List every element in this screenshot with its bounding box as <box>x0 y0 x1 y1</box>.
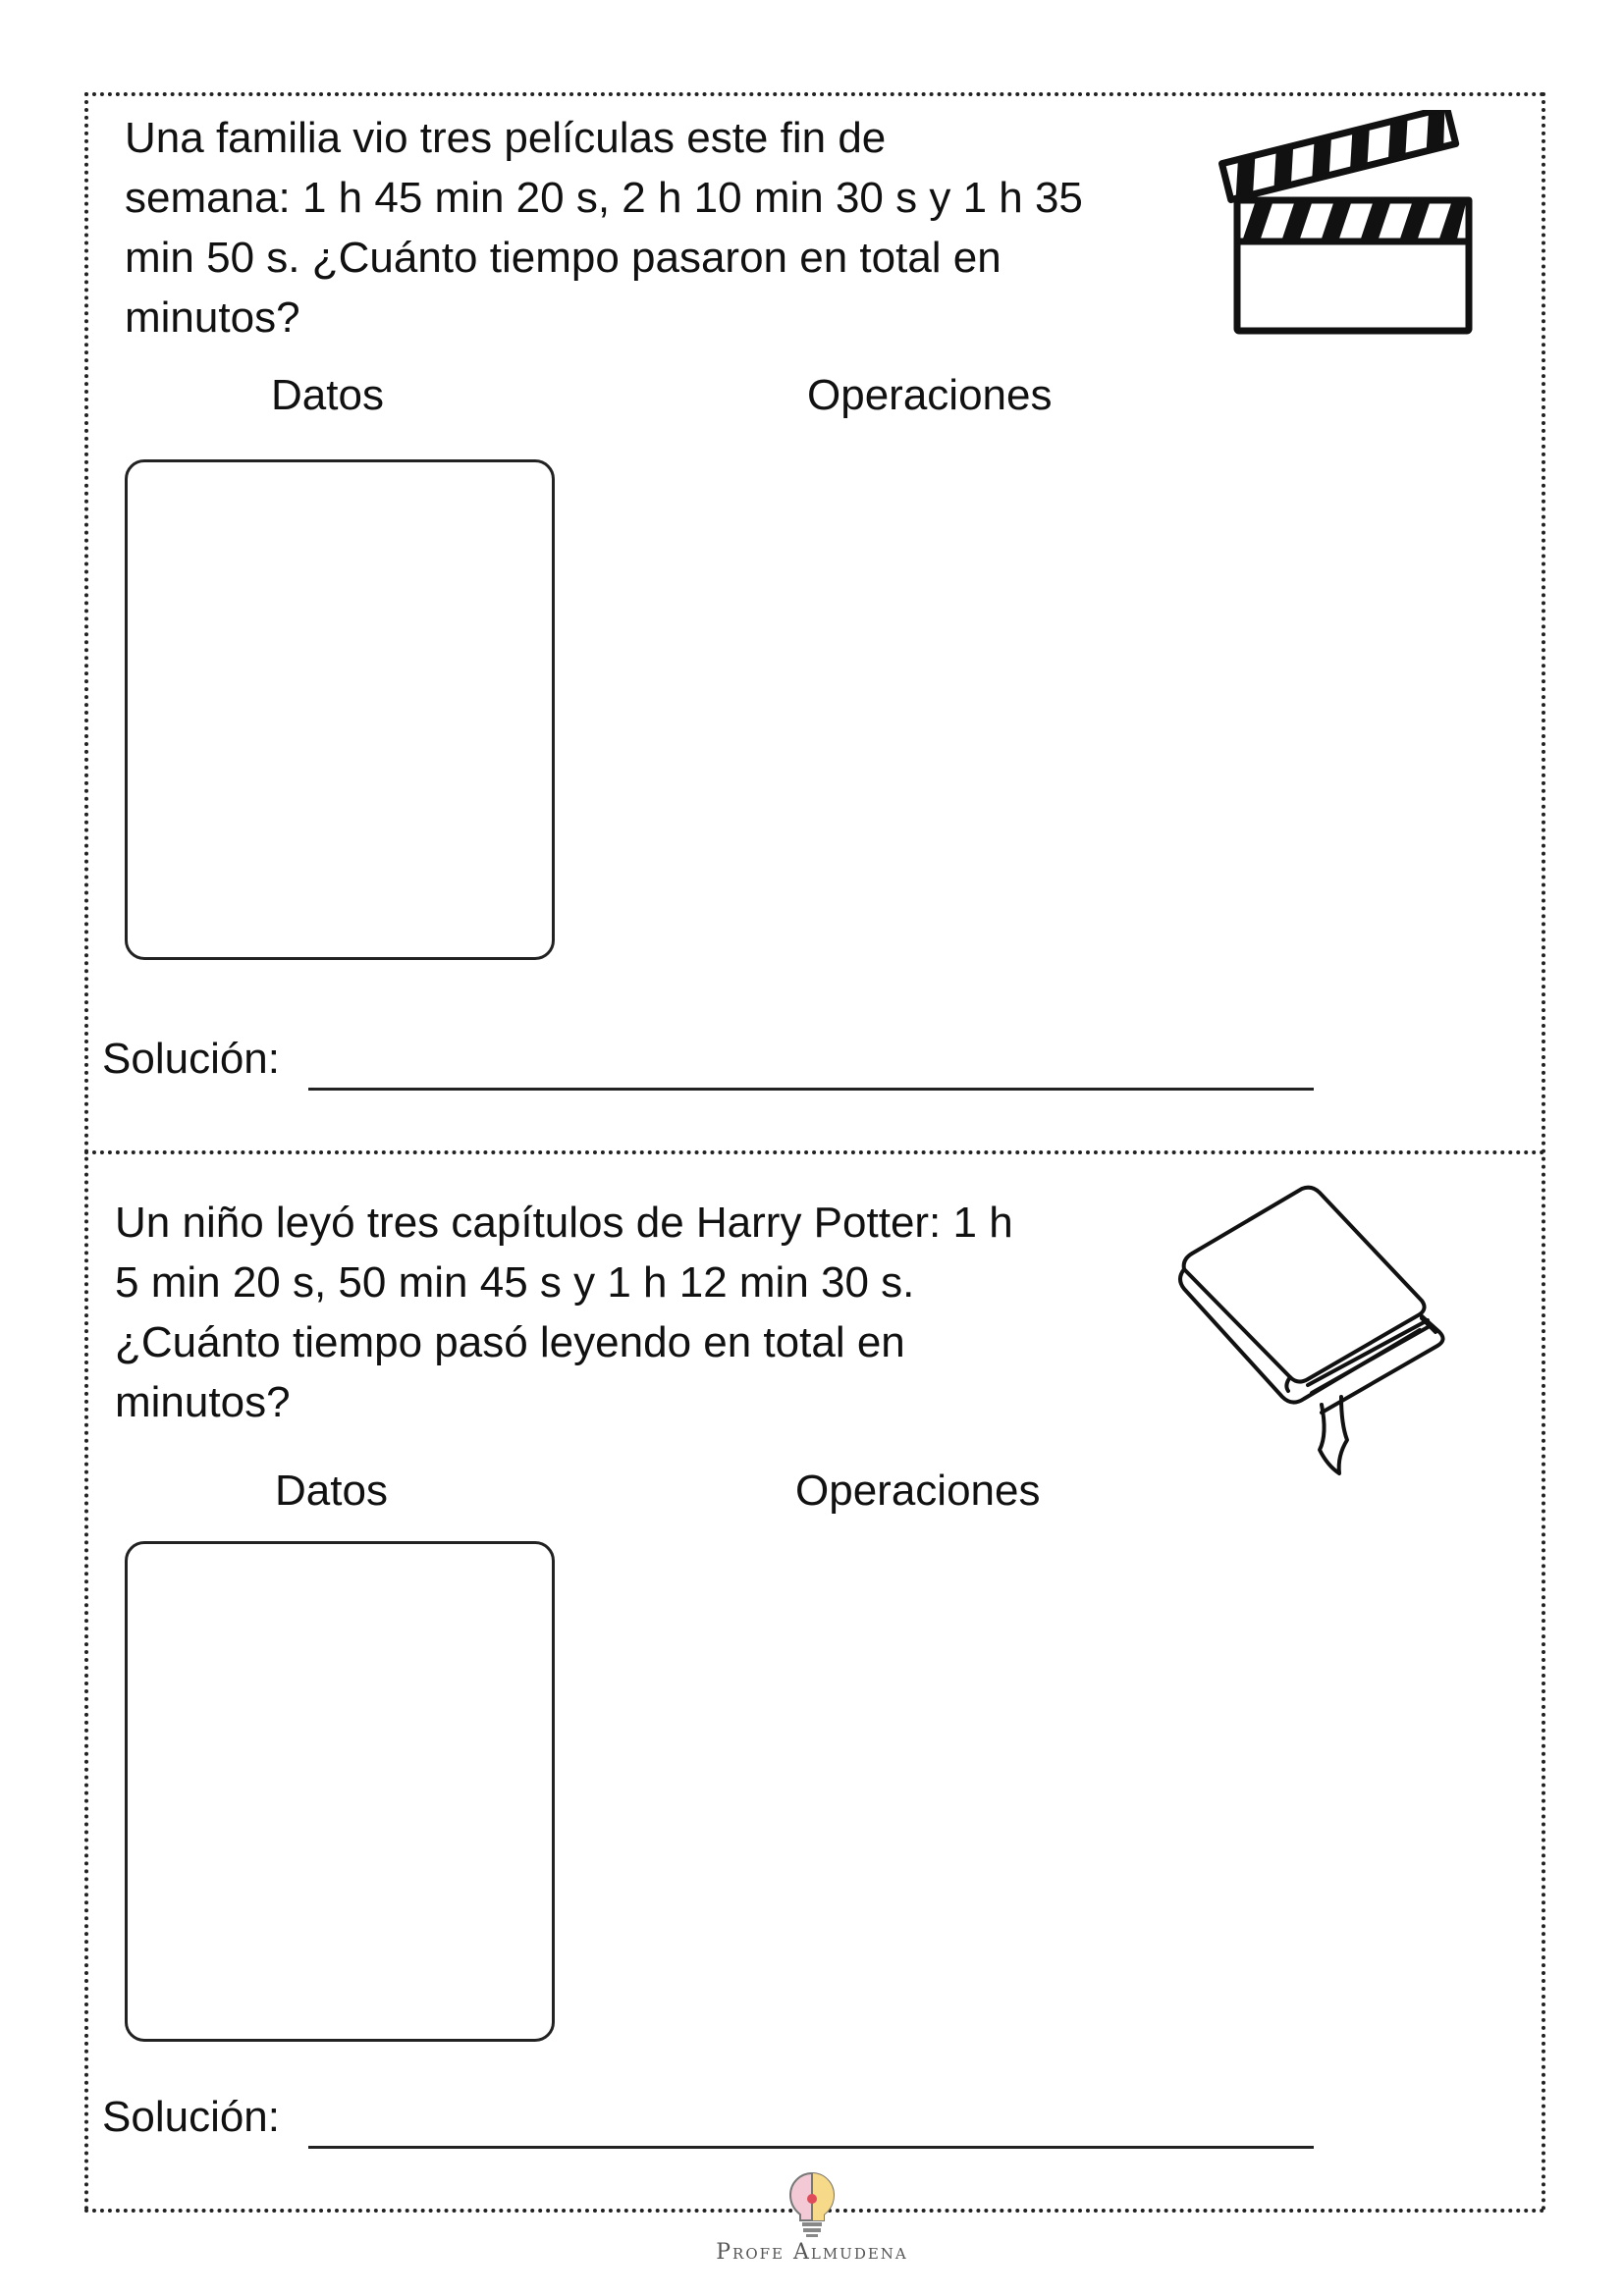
problem-2-line-2: 5 min 20 s, 50 min 45 s y 1 h 12 min 30 s. <box>115 1258 915 1307</box>
problem-2-solucion-line[interactable] <box>308 2146 1314 2149</box>
problem-2-statement <box>115 1193 1165 1432</box>
problem-1-line-1: Una familia vio tres películas este fin de <box>125 114 887 162</box>
problem-1-operaciones-label: Operaciones <box>807 371 1053 419</box>
book-icon <box>1174 1183 1453 1477</box>
problem-1-line-4: minutos? <box>125 294 300 342</box>
problem-2-datos-label: Datos <box>275 1467 388 1515</box>
section-divider <box>84 1150 1545 1154</box>
problem-1-datos-box[interactable] <box>125 459 555 960</box>
problem-1-datos-label: Datos <box>271 371 384 419</box>
problem-2-line-4: minutos? <box>115 1378 291 1426</box>
problem-2-operaciones-label: Operaciones <box>795 1467 1041 1515</box>
problem-1-line-3: min 50 s. ¿Cuánto tiempo pasaron en total en <box>125 234 1001 282</box>
problem-2-line-1: Un niño leyó tres capítulos de Harry Potter: 1 h <box>115 1199 1013 1247</box>
problem-1-line-2: semana: 1 h 45 min 20 s, 2 h 10 min 30 s y 1 h 35 <box>125 174 1083 222</box>
problem-2-line-3: ¿Cuánto tiempo pasó leyendo en total en <box>115 1318 905 1366</box>
problem-2-datos-box[interactable] <box>125 1541 555 2042</box>
problem-2-operaciones-area[interactable] <box>687 1531 1434 2042</box>
problem-2-solucion-label: Solución: <box>102 2093 281 2141</box>
brand-name: Profe Almudena <box>716 2240 908 2265</box>
problem-1-solucion-line[interactable] <box>308 1088 1314 1091</box>
problem-1-statement <box>125 108 1185 347</box>
clapperboard-icon <box>1216 110 1481 350</box>
problem-1-operaciones-area[interactable] <box>687 442 1434 962</box>
problem-1-solucion-label: Solución: <box>102 1035 281 1083</box>
lightbulb-brain-icon <box>783 2169 841 2238</box>
